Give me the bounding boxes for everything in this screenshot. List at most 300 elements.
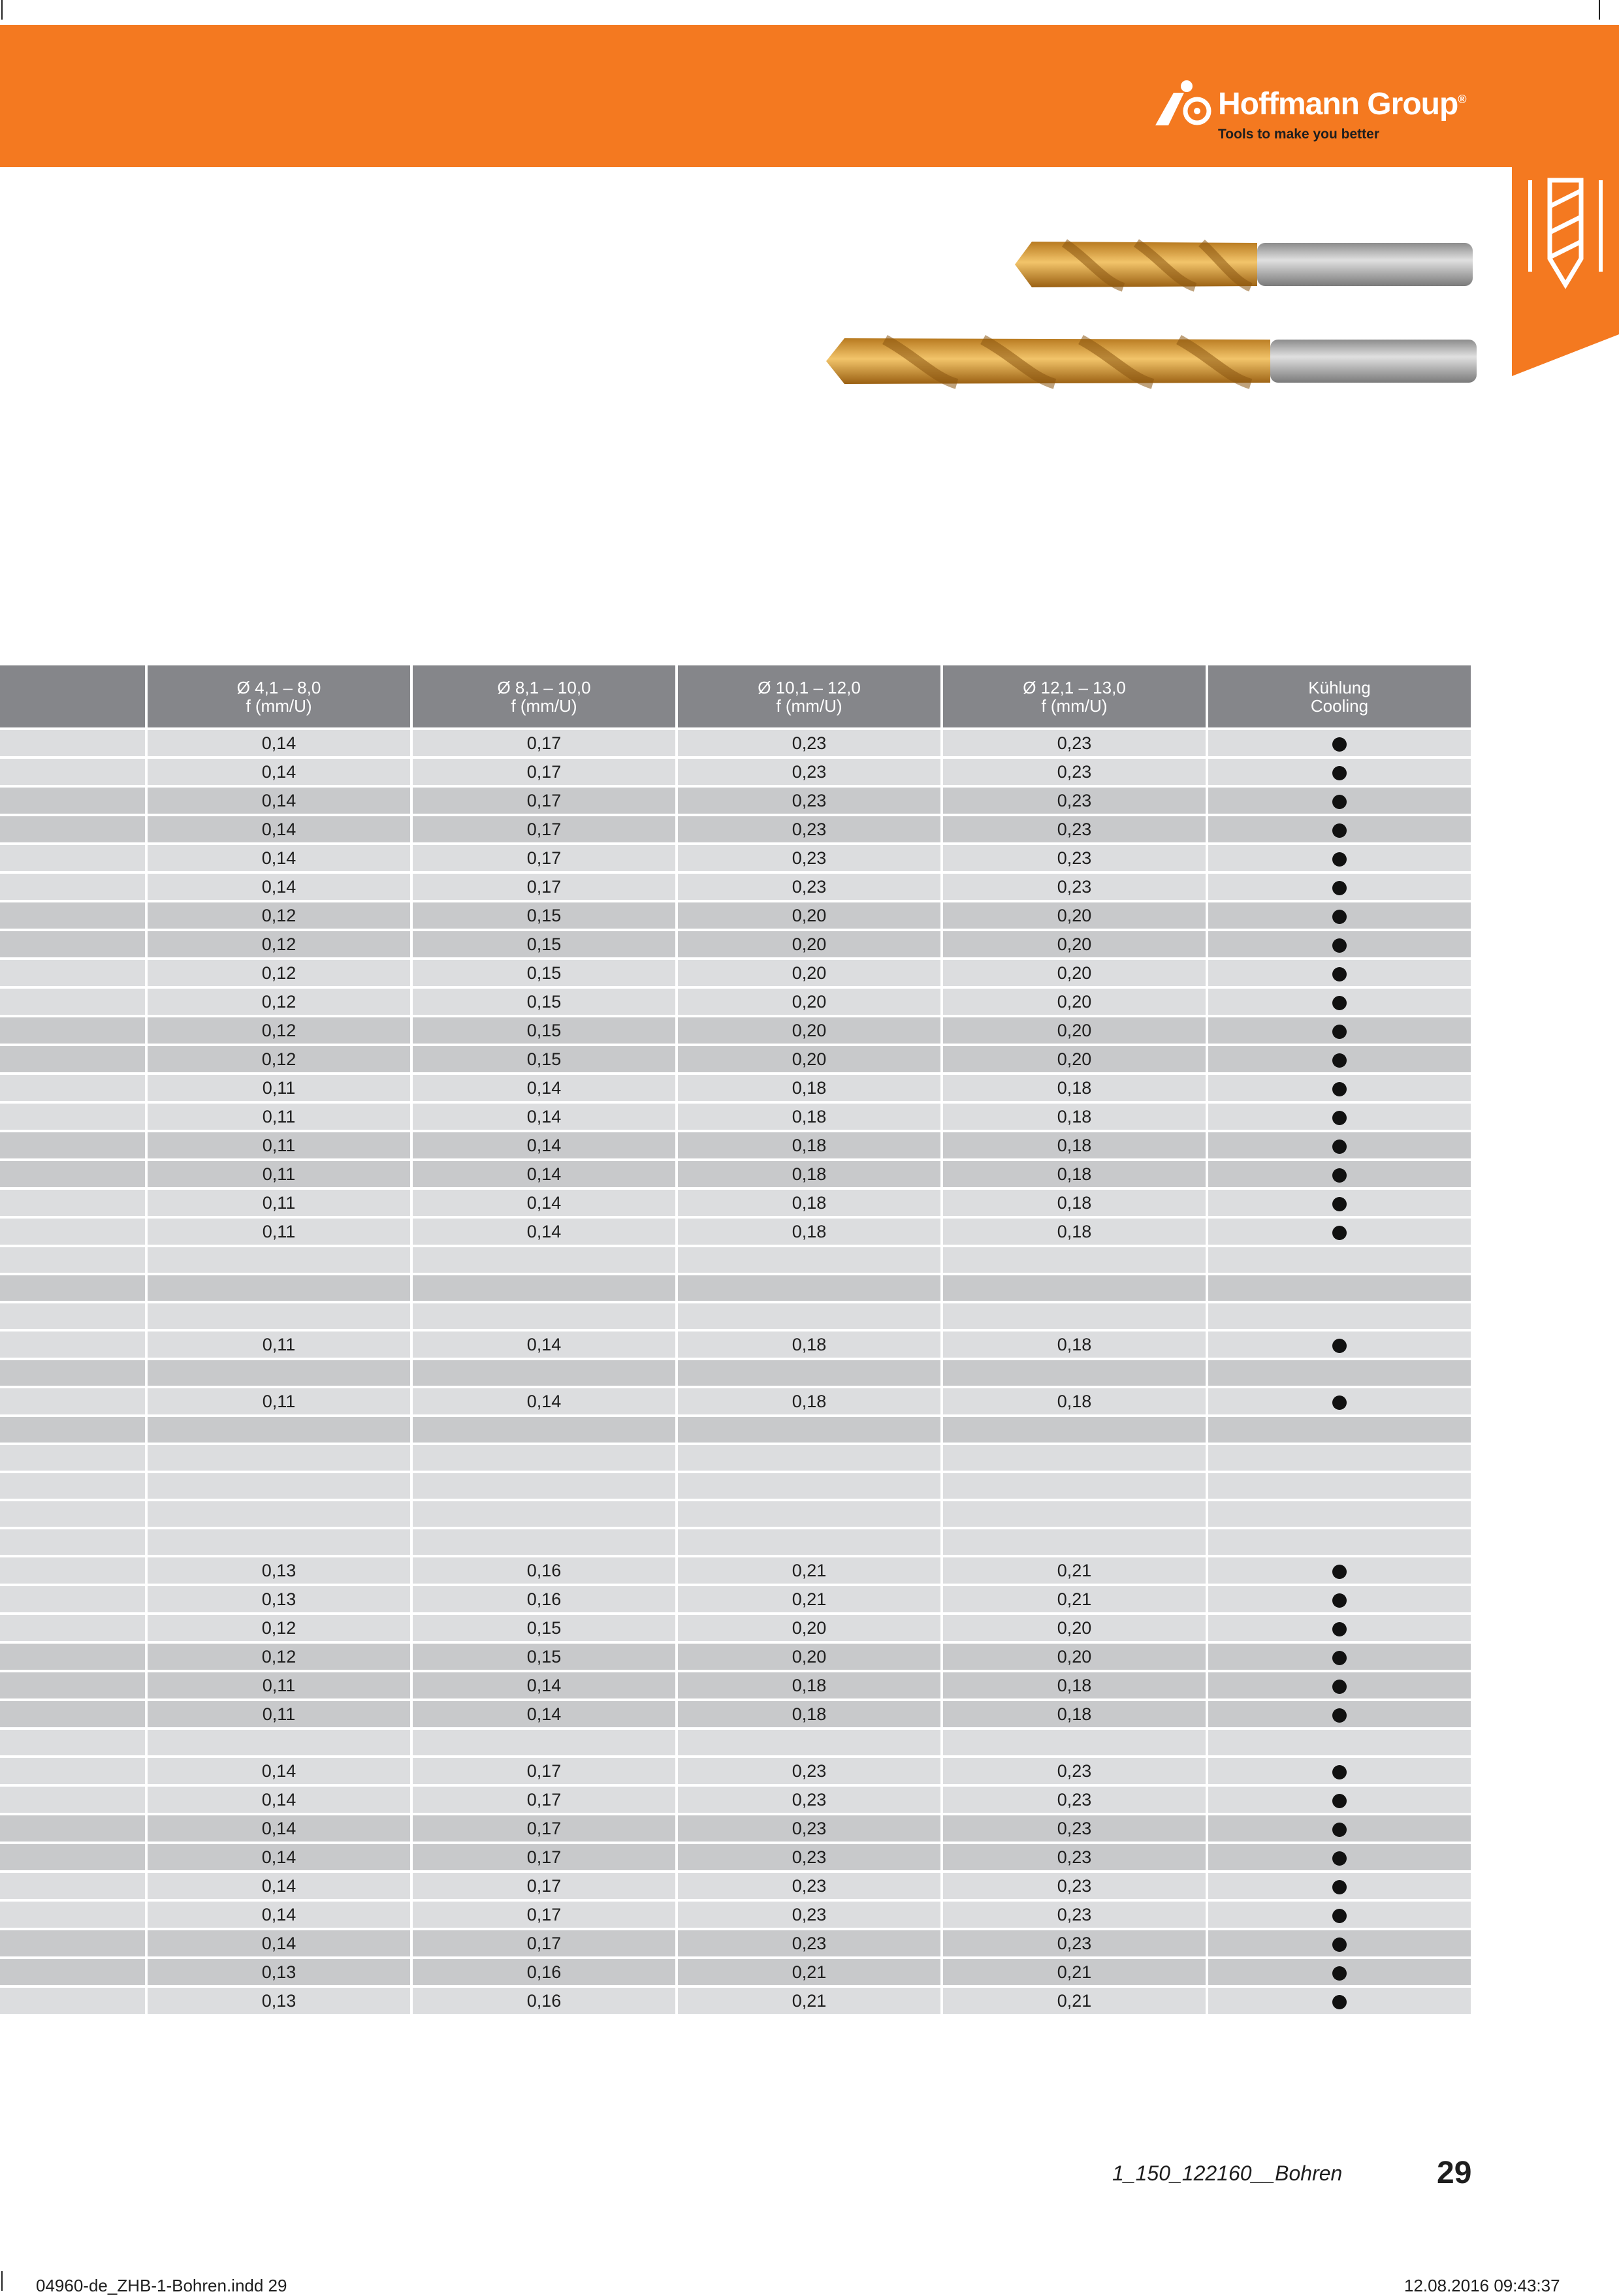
crop-mark [1,2271,3,2291]
feed-value-cell: 0,23 [942,844,1207,872]
cooling-cell [1207,1274,1472,1302]
cooling-dot-icon [1332,938,1347,953]
feed-value-cell: 0,17 [411,1843,677,1872]
feed-value-cell: 0,23 [942,1785,1207,1814]
feed-value-cell: 0,11 [146,1330,411,1359]
cooling-dot-icon [1332,852,1347,867]
cooling-cell [1207,1814,1472,1843]
cooling-cell [1207,1074,1472,1102]
cooling-dot-icon [1332,910,1347,924]
cooling-dot-icon [1332,1966,1347,1981]
feed-value-cell: 0,23 [677,1929,942,1958]
feed-value-cell: 0,12 [146,1614,411,1642]
feed-value-cell: 0,14 [411,1330,677,1359]
feed-value-cell: 0,18 [677,1102,942,1131]
cooling-cell [1207,1188,1472,1217]
table-row [0,872,1472,901]
feed-value-cell: 0,17 [411,1757,677,1785]
feed-value-cell: 0,14 [411,1074,677,1102]
feed-value-cell [677,1302,942,1330]
feed-value-cell: 0,13 [146,1986,411,2015]
feed-value-cell [146,1274,411,1302]
cooling-cell [1207,1330,1472,1359]
table-row [0,1585,1472,1614]
feed-value-cell [411,1274,677,1302]
table-row [0,1359,1472,1387]
cooling-cell [1207,1016,1472,1045]
row-label-cell [0,930,146,959]
table-row [0,1729,1472,1757]
brand-tagline: Tools to make you better [1218,127,1379,142]
table-row [0,1986,1472,2015]
cooling-cell [1207,757,1472,786]
feed-value-cell: 0,14 [146,1900,411,1929]
table-row [0,1528,1472,1556]
feed-value-cell: 0,23 [942,872,1207,901]
table-row [0,815,1472,844]
header-cell-blank [0,664,146,729]
row-label-cell [0,1700,146,1729]
table-row [0,959,1472,987]
feed-value-cell [411,1302,677,1330]
table-row [0,729,1472,757]
table-row [0,1700,1472,1729]
feed-value-cell: 0,18 [942,1102,1207,1131]
table-row [0,1872,1472,1900]
cooling-dot-icon [1332,1680,1347,1694]
feed-value-cell [146,1246,411,1274]
cooling-dot-icon [1332,766,1347,780]
cooling-cell [1207,872,1472,901]
feed-value-cell: 0,11 [146,1671,411,1700]
feed-value-cell: 0,21 [677,1986,942,2015]
table-row [0,1814,1472,1843]
cooling-cell [1207,1387,1472,1416]
cooling-dot-icon [1332,1082,1347,1096]
feed-value-cell: 0,23 [677,757,942,786]
row-label-cell [0,1814,146,1843]
feed-value-cell: 0,21 [677,1556,942,1585]
feed-value-cell: 0,13 [146,1958,411,1986]
feed-value-cell: 0,23 [677,872,942,901]
feed-value-cell: 0,23 [677,815,942,844]
cooling-cell [1207,1729,1472,1757]
row-label-cell [0,815,146,844]
feed-value-cell: 0,14 [411,1131,677,1160]
table-row [0,1188,1472,1217]
feed-value-cell: 0,23 [942,1929,1207,1958]
feed-value-cell: 0,14 [411,1188,677,1217]
row-label-cell [0,1729,146,1757]
table-row [0,1472,1472,1500]
chapter-tab [1512,167,1619,376]
feed-value-cell: 0,14 [146,1785,411,1814]
feed-value-cell: 0,20 [677,1045,942,1074]
table-row [0,1302,1472,1330]
feed-value-cell [146,1528,411,1556]
header-cell-diameter-3: Ø 10,1 – 12,0 f (mm/U) [677,664,942,729]
table-row [0,1131,1472,1160]
hoffmann-emblem-icon [1153,78,1218,131]
cooling-cell [1207,1444,1472,1472]
cooling-cell [1207,987,1472,1016]
feed-value-cell [677,1528,942,1556]
cooling-dot-icon [1332,1339,1347,1353]
feed-value-cell: 0,17 [411,1814,677,1843]
table-row [0,1642,1472,1671]
crop-mark [1599,0,1600,20]
row-label-cell [0,1528,146,1556]
feed-value-cell: 0,20 [942,1642,1207,1671]
feed-value-cell: 0,18 [942,1671,1207,1700]
cooling-dot-icon [1332,1651,1347,1665]
table-row [0,1843,1472,1872]
feed-value-cell [411,1528,677,1556]
row-label-cell [0,1330,146,1359]
feed-value-cell: 0,23 [677,1785,942,1814]
feed-value-cell: 0,12 [146,901,411,930]
row-label-cell [0,1757,146,1785]
cooling-cell [1207,1843,1472,1872]
feed-value-cell: 0,23 [677,1900,942,1929]
cooling-dot-icon [1332,1708,1347,1723]
feed-value-cell [411,1416,677,1444]
feed-value-cell: 0,17 [411,844,677,872]
cooling-cell [1207,1700,1472,1729]
cooling-dot-icon [1332,1565,1347,1579]
table-header-row [0,664,1472,729]
cooling-dot-icon [1332,823,1347,838]
row-label-cell [0,1016,146,1045]
feed-value-cell [942,1302,1207,1330]
feed-value-cell: 0,17 [411,872,677,901]
cooling-cell [1207,786,1472,815]
cooling-dot-icon [1332,1226,1347,1240]
table-row [0,1016,1472,1045]
cooling-cell [1207,1900,1472,1929]
feed-rate-table [0,663,1473,2017]
cooling-cell [1207,1958,1472,1986]
cooling-cell [1207,1785,1472,1814]
feed-value-cell: 0,14 [146,1929,411,1958]
feed-value-cell: 0,23 [942,1757,1207,1785]
row-label-cell [0,1302,146,1330]
feed-value-cell: 0,23 [942,815,1207,844]
feed-value-cell [942,1416,1207,1444]
table-row [0,1929,1472,1958]
feed-value-cell: 0,18 [942,1387,1207,1416]
feed-value-cell: 0,17 [411,786,677,815]
cooling-cell [1207,930,1472,959]
feed-value-cell: 0,15 [411,1045,677,1074]
row-label-cell [0,1986,146,2015]
feed-value-cell: 0,20 [942,987,1207,1016]
cooling-cell [1207,1160,1472,1188]
feed-value-cell: 0,12 [146,1016,411,1045]
row-label-cell [0,1102,146,1131]
feed-value-cell: 0,14 [146,786,411,815]
cooling-cell [1207,844,1472,872]
row-label-cell [0,1472,146,1500]
feed-value-cell: 0,18 [677,1700,942,1729]
feed-value-cell: 0,21 [942,1585,1207,1614]
table-row [0,1330,1472,1359]
feed-value-cell: 0,14 [411,1387,677,1416]
cooling-cell [1207,1472,1472,1500]
feed-value-cell [942,1472,1207,1500]
feed-value-cell [146,1472,411,1500]
feed-value-cell: 0,18 [942,1217,1207,1246]
feed-value-cell: 0,16 [411,1986,677,2015]
feed-value-cell [677,1359,942,1387]
feed-value-cell: 0,12 [146,1045,411,1074]
cooling-cell [1207,1217,1472,1246]
feed-value-cell: 0,16 [411,1958,677,1986]
feed-value-cell: 0,21 [942,1958,1207,1986]
feed-value-cell: 0,15 [411,901,677,930]
row-label-cell [0,1359,146,1387]
cooling-cell [1207,1642,1472,1671]
cooling-dot-icon [1332,1909,1347,1923]
feed-value-cell: 0,13 [146,1585,411,1614]
feed-value-cell [411,1444,677,1472]
feed-value-cell: 0,20 [677,930,942,959]
table-row [0,786,1472,815]
feed-value-cell: 0,23 [677,729,942,757]
feed-value-cell: 0,14 [411,1700,677,1729]
feed-value-cell: 0,11 [146,1160,411,1188]
feed-value-cell: 0,14 [146,1814,411,1843]
cooling-dot-icon [1332,996,1347,1010]
cooling-cell [1207,901,1472,930]
feed-value-cell [942,1528,1207,1556]
cooling-dot-icon [1332,1111,1347,1125]
cooling-dot-icon [1332,1168,1347,1183]
feed-value-cell: 0,11 [146,1700,411,1729]
row-label-cell [0,1045,146,1074]
feed-value-cell [942,1500,1207,1528]
feed-value-cell: 0,23 [942,757,1207,786]
feed-value-cell: 0,16 [411,1585,677,1614]
feed-value-cell: 0,17 [411,729,677,757]
cooling-dot-icon [1332,881,1347,895]
table-row [0,757,1472,786]
feed-value-cell: 0,20 [677,1016,942,1045]
feed-value-cell [677,1472,942,1500]
row-label-cell [0,1416,146,1444]
table-row [0,1160,1472,1188]
row-label-cell [0,1642,146,1671]
cooling-dot-icon [1332,1851,1347,1866]
feed-value-cell: 0,14 [146,1757,411,1785]
cooling-dot-icon [1332,1025,1347,1039]
feed-value-cell: 0,17 [411,1900,677,1929]
print-slug-file: 04960-de_ZHB-1-Bohren.indd 29 [36,2276,287,2295]
feed-value-cell [411,1729,677,1757]
feed-value-cell: 0,18 [677,1217,942,1246]
row-label-cell [0,844,146,872]
row-label-cell [0,786,146,815]
row-label-cell [0,1160,146,1188]
table-row [0,1900,1472,1929]
cooling-dot-icon [1332,1197,1347,1211]
row-label-cell [0,1614,146,1642]
cooling-cell [1207,1585,1472,1614]
feed-value-cell: 0,12 [146,959,411,987]
cooling-cell [1207,1500,1472,1528]
feed-value-cell: 0,20 [677,959,942,987]
row-label-cell [0,959,146,987]
feed-value-cell: 0,14 [411,1671,677,1700]
feed-value-cell: 0,20 [677,1642,942,1671]
table-row [0,1757,1472,1785]
feed-value-cell: 0,17 [411,1785,677,1814]
row-label-cell [0,1958,146,1986]
feed-value-cell: 0,23 [942,1814,1207,1843]
cooling-dot-icon [1332,1823,1347,1837]
cooling-cell [1207,1872,1472,1900]
feed-value-cell: 0,17 [411,757,677,786]
cooling-cell [1207,1929,1472,1958]
feed-value-cell: 0,11 [146,1188,411,1217]
feed-value-cell: 0,18 [942,1330,1207,1359]
long-drill-bit-image [820,332,1479,391]
table-row [0,1444,1472,1472]
feed-value-cell [411,1472,677,1500]
feed-value-cell [677,1729,942,1757]
table-row [0,1614,1472,1642]
table-row [0,901,1472,930]
drill-chapter-icon [1512,167,1619,311]
feed-value-cell [942,1274,1207,1302]
feed-value-cell [677,1500,942,1528]
feed-value-cell: 0,14 [411,1102,677,1131]
feed-value-cell: 0,23 [942,1843,1207,1872]
table-row [0,1045,1472,1074]
feed-value-cell: 0,20 [677,901,942,930]
row-label-cell [0,1785,146,1814]
cooling-cell [1207,1671,1472,1700]
brand-name: Hoffmann Group® [1218,87,1466,121]
cooling-dot-icon [1332,1593,1347,1608]
feed-value-cell [146,1500,411,1528]
section-code: 1_150_122160__Bohren [1112,2161,1343,2185]
cooling-dot-icon [1332,1622,1347,1636]
header-cell-diameter-1: Ø 4,1 – 8,0 f (mm/U) [146,664,411,729]
cooling-cell [1207,1359,1472,1387]
table-row [0,1246,1472,1274]
row-label-cell [0,729,146,757]
feed-value-cell: 0,20 [677,987,942,1016]
feed-value-cell: 0,20 [677,1614,942,1642]
feed-value-cell: 0,23 [677,844,942,872]
feed-value-cell: 0,15 [411,1614,677,1642]
cooling-dot-icon [1332,1765,1347,1779]
feed-value-cell: 0,17 [411,815,677,844]
cooling-cell [1207,1528,1472,1556]
feed-value-cell [146,1729,411,1757]
table-row [0,1102,1472,1131]
feed-value-cell: 0,18 [677,1387,942,1416]
feed-value-cell: 0,20 [942,1045,1207,1074]
feed-value-cell [411,1500,677,1528]
feed-value-cell: 0,18 [677,1074,942,1102]
table-row [0,1274,1472,1302]
feed-value-cell: 0,23 [677,786,942,815]
feed-value-cell: 0,20 [942,959,1207,987]
row-label-cell [0,1671,146,1700]
cooling-cell [1207,1131,1472,1160]
feed-value-cell: 0,13 [146,1556,411,1585]
feed-value-cell: 0,12 [146,987,411,1016]
feed-value-cell: 0,14 [146,1872,411,1900]
feed-value-cell: 0,20 [942,901,1207,930]
row-label-cell [0,901,146,930]
feed-value-cell [677,1246,942,1274]
row-label-cell [0,757,146,786]
cooling-cell [1207,1416,1472,1444]
cooling-dot-icon [1332,737,1347,752]
feed-value-cell [942,1444,1207,1472]
cooling-dot-icon [1332,1794,1347,1808]
feed-value-cell [146,1444,411,1472]
row-label-cell [0,1387,146,1416]
row-label-cell [0,1246,146,1274]
header-cell-cooling: Kühlung Cooling [1207,664,1472,729]
table-row [0,1217,1472,1246]
feed-value-cell: 0,23 [677,1814,942,1843]
feed-value-cell: 0,17 [411,1872,677,1900]
feed-value-cell: 0,18 [942,1160,1207,1188]
feed-value-cell: 0,11 [146,1387,411,1416]
feed-value-cell [677,1444,942,1472]
feed-value-cell: 0,11 [146,1102,411,1131]
feed-value-cell: 0,14 [146,1843,411,1872]
cooling-dot-icon [1332,1937,1347,1952]
feed-value-cell: 0,18 [942,1188,1207,1217]
feed-value-cell: 0,23 [942,1872,1207,1900]
feed-value-cell: 0,23 [677,1843,942,1872]
feed-value-cell: 0,18 [942,1700,1207,1729]
feed-value-cell [146,1359,411,1387]
feed-value-cell: 0,23 [942,729,1207,757]
feed-value-cell [942,1359,1207,1387]
table-row [0,1074,1472,1102]
feed-value-cell: 0,18 [677,1188,942,1217]
feed-value-cell: 0,23 [942,786,1207,815]
cooling-dot-icon [1332,1395,1347,1410]
feed-value-cell: 0,15 [411,930,677,959]
row-label-cell [0,1872,146,1900]
row-label-cell [0,987,146,1016]
feed-value-cell: 0,21 [677,1585,942,1614]
feed-value-cell: 0,11 [146,1074,411,1102]
cooling-dot-icon [1332,1053,1347,1068]
feed-value-cell: 0,17 [411,1929,677,1958]
cooling-cell [1207,1614,1472,1642]
table-row [0,987,1472,1016]
row-label-cell [0,1188,146,1217]
feed-value-cell: 0,14 [146,815,411,844]
feed-value-cell: 0,20 [942,1614,1207,1642]
row-label-cell [0,1556,146,1585]
header-cell-diameter-4: Ø 12,1 – 13,0 f (mm/U) [942,664,1207,729]
feed-value-cell: 0,16 [411,1556,677,1585]
row-label-cell [0,1900,146,1929]
table-row [0,1556,1472,1585]
row-label-cell [0,1274,146,1302]
short-drill-bit-image [1006,235,1476,294]
